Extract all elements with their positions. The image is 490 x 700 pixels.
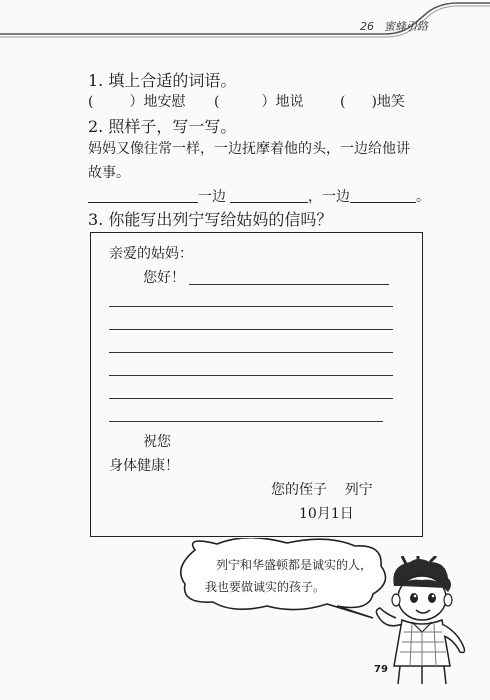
letter-salutation: 亲爱的姑妈： <box>109 246 193 262</box>
open-paren: ( <box>88 94 94 110</box>
writing-line[interactable] <box>109 306 393 307</box>
answer-blank[interactable] <box>88 201 198 203</box>
letter-closing-2: 身体健康！ <box>109 458 179 474</box>
open-paren: ( <box>214 94 220 110</box>
letter-closing-1: 祝您 <box>143 434 171 450</box>
letter-greeting: 您好！ <box>143 270 185 286</box>
header-lesson-title: 蜜蜂引路 <box>384 20 428 33</box>
writing-line[interactable] <box>109 398 393 399</box>
writing-line[interactable] <box>109 421 383 422</box>
bubble-line-2: 我也要做诚实的孩子。 <box>205 580 326 594</box>
bubble-line-1: 列宁和华盛顿都是诚实的人， <box>216 558 373 572</box>
q1-blank-3 <box>340 91 405 111</box>
q1-title: 1. 填上合适的词语。 <box>88 71 237 90</box>
q1-blank-1 <box>88 91 185 111</box>
open-paren: ( <box>340 94 346 110</box>
letter-signature: 您的侄子 列宁 <box>271 482 373 498</box>
answer-blank[interactable] <box>230 201 308 203</box>
q2-fill-period: 。 <box>416 189 430 205</box>
q1-item-2: ）地说 <box>261 94 304 110</box>
writing-line[interactable] <box>189 284 389 285</box>
q1-item-1: ）地安慰 <box>129 94 186 110</box>
q2-fill-line <box>88 186 430 206</box>
q2-fill-end: ，一边 <box>308 189 350 205</box>
q2-fill-mid: 一边 <box>198 189 226 205</box>
q1-blank-2 <box>214 91 303 111</box>
writing-line[interactable] <box>109 375 393 376</box>
q3-title: 3. 你能写出列宁写给姑妈的信吗？ <box>88 210 333 229</box>
answer-blank[interactable] <box>350 201 416 203</box>
letter-date: 10月1日 <box>299 506 354 522</box>
writing-line[interactable] <box>109 329 393 330</box>
writing-line[interactable] <box>109 352 393 353</box>
header-page-number: 26 <box>360 20 374 33</box>
q1-item-3: )地笑 <box>371 94 405 110</box>
page-number: 79 <box>374 664 388 675</box>
header-title <box>360 18 428 34</box>
q2-title: 2. 照样子，写一写。 <box>88 117 237 136</box>
letter-box <box>90 232 423 537</box>
q2-example-line-2: 故事。 <box>88 165 130 181</box>
q2-example-line-1: 妈妈又像往常一样，一边抚摩着他的头，一边给他讲 <box>88 141 410 157</box>
